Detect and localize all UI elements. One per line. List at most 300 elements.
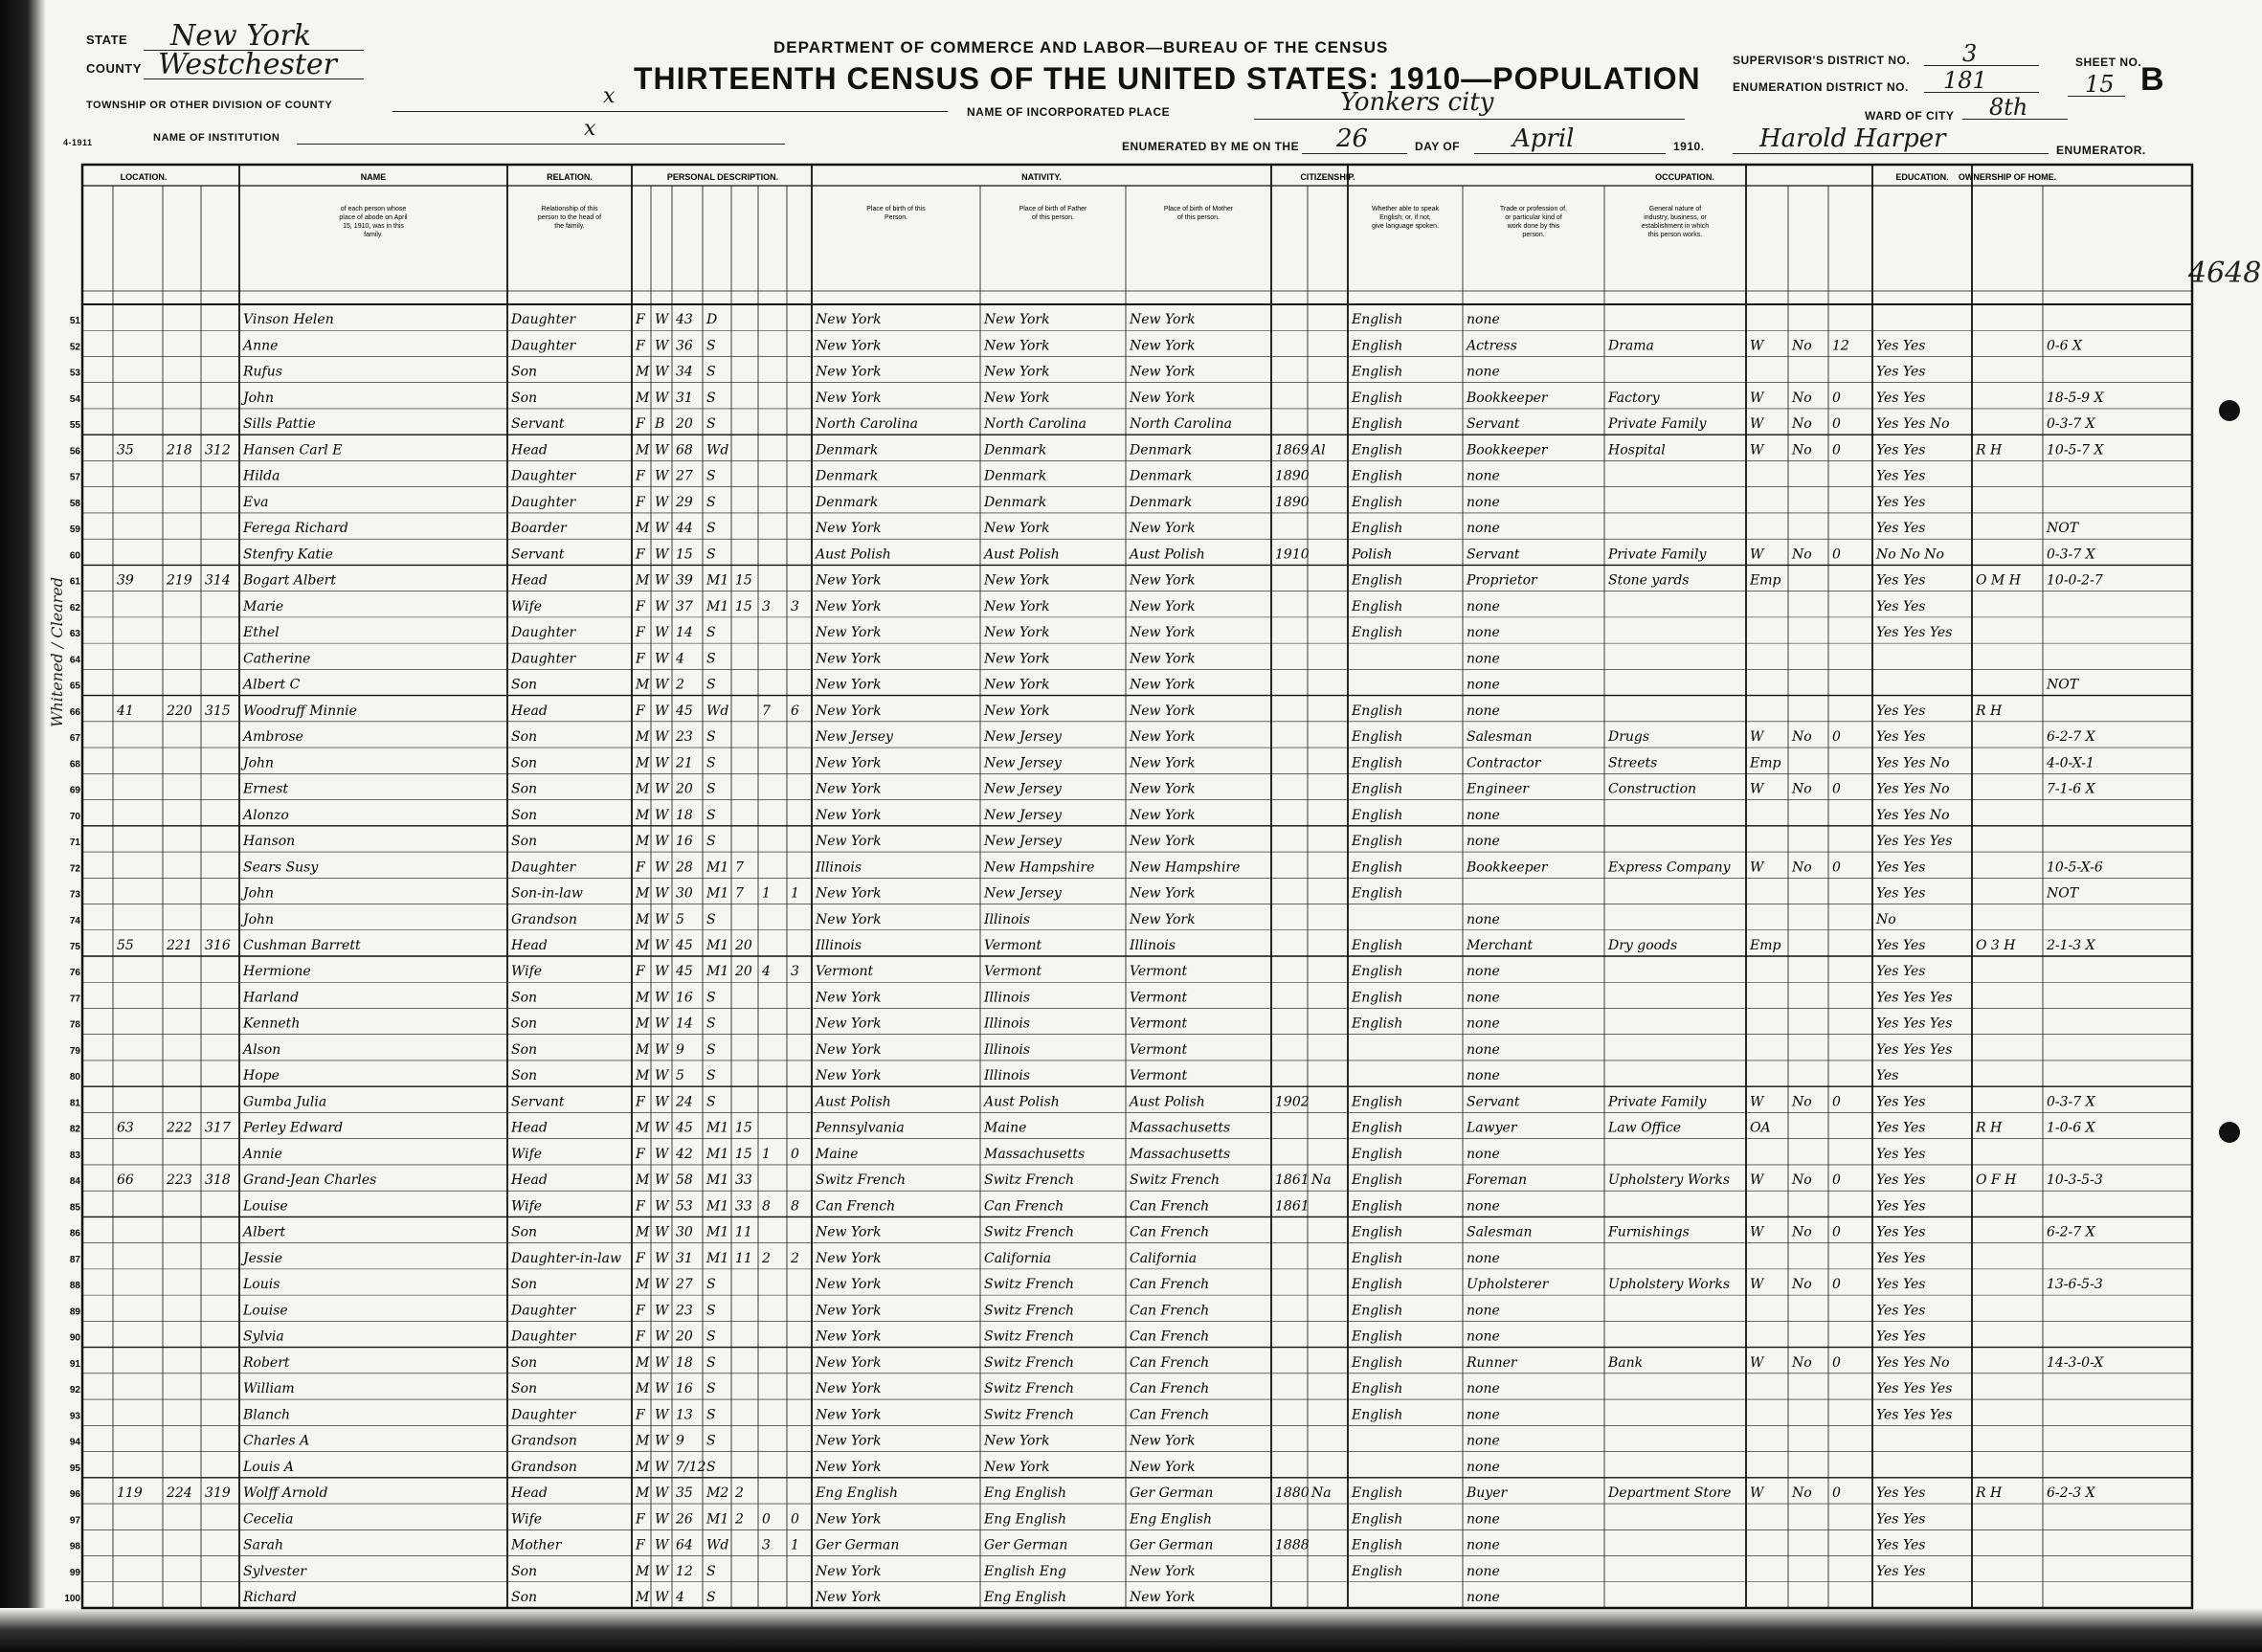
cell-emp: W xyxy=(1750,729,1764,746)
cell-ms: M1 xyxy=(706,1250,729,1266)
cell-bf: New York xyxy=(984,598,1050,614)
cell-bp: New York xyxy=(816,1224,882,1240)
cell-ms: S xyxy=(706,390,716,406)
cell-race: W xyxy=(655,494,669,510)
cell-age: 7/12 xyxy=(676,1459,706,1475)
cell-rel: Son xyxy=(511,1354,538,1371)
cell-own: O M H xyxy=(1976,572,2021,589)
group-citizenship: CITIZENSHIP. xyxy=(1300,172,1355,182)
cell-bp: Illinois xyxy=(816,938,862,953)
header-industry: General nature of industry, business, or establishment in which this person works. xyxy=(1641,206,1710,238)
cell-bm: Can French xyxy=(1130,1303,1210,1319)
cell-bp: New York xyxy=(816,651,882,667)
cell-out: No xyxy=(1792,781,1812,797)
cell-ind: Upholstery Works xyxy=(1608,1277,1731,1293)
cell-sex: M xyxy=(636,1277,650,1293)
cell-rel: Daughter-in-law xyxy=(511,1250,621,1266)
cell-ms: S xyxy=(706,1459,716,1475)
cell-ms: S xyxy=(706,364,716,380)
cell-ch1: 3 xyxy=(762,1537,771,1553)
cell-out: No xyxy=(1792,1224,1812,1240)
cell-ms: S xyxy=(706,1433,716,1449)
cell-lang: English xyxy=(1352,703,1403,719)
cell-rw: Yes Yes xyxy=(1876,572,1926,589)
cell-name: Louise xyxy=(243,1303,288,1319)
institution-value: x xyxy=(584,117,596,141)
cell-misc: 10-3-5-3 xyxy=(2047,1172,2103,1189)
cell-name: Louis A xyxy=(243,1459,294,1475)
cell-bm: Aust Polish xyxy=(1130,1094,1205,1110)
cell-lang: English xyxy=(1352,1485,1403,1502)
cell-race: W xyxy=(655,677,669,693)
cell-emp: W xyxy=(1750,390,1764,406)
cell-dwelling: 222 xyxy=(167,1120,192,1136)
cell-bp: Denmark xyxy=(816,468,879,484)
cell-rw: Yes Yes xyxy=(1876,1511,1926,1528)
row-number: 98 xyxy=(69,1541,80,1552)
cell-age: 31 xyxy=(676,390,693,406)
cell-name: Hermione xyxy=(243,964,311,980)
cell-age: 13 xyxy=(676,1407,693,1423)
cell-name: Ernest xyxy=(243,781,289,797)
cell-lang: English xyxy=(1352,755,1403,771)
cell-rw: Yes Yes No xyxy=(1876,1354,1950,1371)
cell-house: 39 xyxy=(117,572,134,589)
cell-bp: New York xyxy=(816,390,882,406)
cell-age: 4 xyxy=(676,651,684,667)
cell-rw: Yes Yes xyxy=(1876,1250,1926,1266)
cell-own: R H xyxy=(1976,1120,2003,1136)
cell-race: W xyxy=(655,755,669,771)
row-number: 73 xyxy=(69,889,80,901)
cell-rw: Yes Yes Yes xyxy=(1876,990,1953,1006)
cell-dwelling: 218 xyxy=(167,442,192,458)
cell-bf: Illinois xyxy=(984,911,1031,927)
cell-trade: Upholsterer xyxy=(1467,1277,1549,1293)
cell-trade: Merchant xyxy=(1467,938,1534,953)
cell-race: W xyxy=(655,442,669,458)
row-number: 85 xyxy=(69,1202,80,1214)
cell-ms: M1 xyxy=(706,572,729,589)
cell-yrs: 20 xyxy=(735,964,752,980)
cell-rel: Son xyxy=(511,1277,538,1293)
cell-lang: English xyxy=(1352,442,1403,458)
cell-rel: Son xyxy=(511,1068,538,1084)
cell-bf: Illinois xyxy=(984,1016,1031,1032)
cell-ms: S xyxy=(706,1016,716,1032)
cell-rel: Wife xyxy=(511,964,543,980)
cell-ind: Construction xyxy=(1608,781,1697,797)
cell-bf: Switz French xyxy=(984,1172,1075,1189)
cell-rw: Yes Yes xyxy=(1876,1094,1926,1110)
cell-bf: New York xyxy=(984,572,1050,589)
cell-misc: 0-3-7 X xyxy=(2047,416,2095,433)
cell-rw: Yes Yes xyxy=(1876,938,1926,953)
cell-name: Sills Pattie xyxy=(243,416,316,433)
cell-bp: New York xyxy=(816,572,882,589)
cell-bp: New York xyxy=(816,1303,882,1319)
cell-lang: English xyxy=(1352,1563,1403,1579)
cell-name: John xyxy=(243,755,275,771)
cell-wks: 0 xyxy=(1832,547,1841,563)
cell-name: Sylvester xyxy=(243,1563,306,1579)
cell-age: 20 xyxy=(676,781,693,797)
cell-sex: M xyxy=(636,677,650,693)
cell-bp: Aust Polish xyxy=(816,547,891,563)
cell-ms: S xyxy=(706,1277,716,1293)
cell-rel: Daughter xyxy=(511,494,576,510)
row-number: 81 xyxy=(69,1098,80,1109)
cell-lang: English xyxy=(1352,625,1403,641)
cell-sex: M xyxy=(636,1068,650,1084)
cell-lang: English xyxy=(1352,834,1403,850)
cell-age: 27 xyxy=(676,468,693,484)
cell-ind: Express Company xyxy=(1608,859,1731,876)
cell-race: W xyxy=(655,885,669,902)
cell-age: 53 xyxy=(676,1198,693,1215)
cell-rel: Daughter xyxy=(511,468,576,484)
sheet-letter: B xyxy=(2140,61,2165,98)
group-relation: RELATION. xyxy=(547,172,593,182)
cell-age: 31 xyxy=(676,1250,693,1266)
cell-race: W xyxy=(655,1354,669,1371)
cell-rw: Yes Yes No xyxy=(1876,416,1950,433)
cell-own: R H xyxy=(1976,442,2003,458)
cell-race: W xyxy=(655,703,669,719)
cell-trade: none xyxy=(1467,677,1500,693)
cell-sex: F xyxy=(636,468,645,484)
cell-bf: Switz French xyxy=(984,1381,1075,1397)
cell-age: 23 xyxy=(676,1303,693,1319)
cell-bm: New York xyxy=(1130,1590,1196,1605)
cell-race: W xyxy=(655,964,669,980)
sheet-value: 15 xyxy=(2085,71,2115,98)
cell-rel: Daughter xyxy=(511,1303,576,1319)
cell-emp: W xyxy=(1750,416,1764,433)
cell-name: William xyxy=(243,1381,295,1397)
cell-bf: New Jersey xyxy=(984,729,1062,746)
cell-misc: NOT xyxy=(2047,885,2079,902)
cell-out: No xyxy=(1792,547,1812,563)
cell-age: 35 xyxy=(676,1485,693,1502)
cell-age: 5 xyxy=(676,1068,684,1084)
cell-name: Harland xyxy=(243,990,300,1006)
cell-age: 45 xyxy=(676,1120,693,1136)
cell-race: W xyxy=(655,1459,669,1475)
cell-age: 24 xyxy=(676,1094,693,1110)
cell-emp: W xyxy=(1750,1354,1764,1371)
cell-house: 119 xyxy=(117,1485,143,1502)
cell-rw: Yes Yes xyxy=(1876,1328,1926,1345)
cell-wks: 0 xyxy=(1832,1224,1841,1240)
cell-ms: S xyxy=(706,1354,716,1371)
cell-bp: Vermont xyxy=(816,964,874,980)
cell-rel: Daughter xyxy=(511,1407,576,1423)
cell-sex: M xyxy=(636,781,650,797)
cell-age: 34 xyxy=(676,364,693,380)
cell-bm: Ger German xyxy=(1130,1537,1214,1553)
cell-bm: New Hampshire xyxy=(1130,859,1241,876)
cell-name: Louis xyxy=(243,1277,280,1293)
cell-bf: Aust Polish xyxy=(984,547,1060,563)
cell-ms: S xyxy=(706,416,716,433)
cell-age: 14 xyxy=(676,625,693,641)
cell-bf: Ger German xyxy=(984,1537,1068,1553)
cell-sex: F xyxy=(636,1537,645,1553)
cell-rw: Yes Yes xyxy=(1876,494,1926,510)
cell-ms: M2 xyxy=(706,1485,729,1502)
cell-sex: F xyxy=(636,598,645,614)
cell-trade: none xyxy=(1467,807,1500,823)
cell-race: W xyxy=(655,1094,669,1110)
cell-trade: Bookkeeper xyxy=(1467,442,1548,458)
row-number: 55 xyxy=(69,420,80,432)
cell-sex: F xyxy=(636,338,645,354)
cell-ch2: 3 xyxy=(791,598,799,614)
row-number: 64 xyxy=(69,655,80,666)
cell-name: Ambrose xyxy=(243,729,303,746)
cell-ch2: 8 xyxy=(791,1198,799,1215)
cell-ch1: 1 xyxy=(762,1146,771,1162)
cell-rel: Boarder xyxy=(511,521,567,537)
cell-wks: 0 xyxy=(1832,781,1841,797)
cell-bm: New York xyxy=(1130,598,1196,614)
cell-lang: English xyxy=(1352,729,1403,746)
cell-sex: M xyxy=(636,572,650,589)
cell-bf: Switz French xyxy=(984,1303,1075,1319)
cell-rel: Son xyxy=(511,1041,538,1058)
cell-sex: M xyxy=(636,1041,650,1058)
cell-sex: F xyxy=(636,703,645,719)
row-number: 68 xyxy=(69,759,80,770)
cell-age: 39 xyxy=(676,572,693,589)
cell-ind: Dry goods xyxy=(1608,938,1678,953)
cell-ms: M1 xyxy=(706,885,729,902)
cell-bf: North Carolina xyxy=(984,416,1086,433)
cell-trade: none xyxy=(1467,703,1500,719)
cell-ms: Wd xyxy=(706,1537,729,1553)
row-number: 62 xyxy=(69,602,80,614)
state-label: STATE xyxy=(86,33,128,47)
cell-bp: New York xyxy=(816,1041,882,1058)
cell-bp: New York xyxy=(816,703,882,719)
cell-out: No xyxy=(1792,442,1812,458)
header-birth-mother: Place of birth of Mother of this person. xyxy=(1163,206,1234,221)
cell-bm: New York xyxy=(1130,729,1196,746)
cell-ms: S xyxy=(706,1407,716,1423)
cell-ind: Law Office xyxy=(1608,1120,1682,1136)
cell-bp: New York xyxy=(816,1590,882,1605)
cell-trade: Runner xyxy=(1467,1354,1517,1371)
cell-sex: M xyxy=(636,1120,650,1136)
cell-sex: F xyxy=(636,547,645,563)
cell-lang: English xyxy=(1352,1328,1403,1345)
cell-bf: Switz French xyxy=(984,1277,1075,1293)
cell-rel: Son xyxy=(511,729,538,746)
cell-bm: New York xyxy=(1130,703,1196,719)
cell-bf: Illinois xyxy=(984,1068,1031,1084)
cell-race: W xyxy=(655,1537,669,1553)
cell-race: W xyxy=(655,859,669,876)
cell-out: No xyxy=(1792,338,1812,354)
cell-bm: Vermont xyxy=(1130,1068,1188,1084)
cell-yrs: 7 xyxy=(735,859,744,876)
cell-ms: D xyxy=(706,312,718,328)
cell-misc: 0-3-7 X xyxy=(2047,547,2095,563)
cell-name: Anne xyxy=(243,338,279,354)
cell-bm: Illinois xyxy=(1130,938,1176,953)
row-number: 82 xyxy=(69,1124,80,1135)
cell-age: 30 xyxy=(676,885,693,902)
cell-sex: M xyxy=(636,364,650,380)
cell-ms: M1 xyxy=(706,938,729,953)
cell-sex: M xyxy=(636,1016,650,1032)
cell-rel: Head xyxy=(511,938,548,953)
cell-race: W xyxy=(655,1041,669,1058)
cell-name: Sylvia xyxy=(243,1328,284,1345)
cell-bm: New York xyxy=(1130,1563,1196,1579)
cell-rw: Yes Yes xyxy=(1876,521,1926,537)
cell-bf: New York xyxy=(984,521,1050,537)
row-number: 99 xyxy=(69,1567,80,1578)
cell-bm: Can French xyxy=(1130,1381,1210,1397)
cell-age: 4 xyxy=(676,1590,684,1605)
cell-ms: S xyxy=(706,990,716,1006)
cell-lang: English xyxy=(1352,1354,1403,1371)
cell-nat: Al xyxy=(1311,442,1326,458)
row-number: 84 xyxy=(69,1176,80,1188)
cell-misc: NOT xyxy=(2047,677,2079,693)
row-number: 58 xyxy=(69,498,80,509)
cell-misc: 6-2-7 X xyxy=(2047,1224,2095,1240)
cell-ind: Upholstery Works xyxy=(1608,1172,1731,1189)
cell-bm: Massachusetts xyxy=(1130,1120,1231,1136)
cell-trade: Servant xyxy=(1467,547,1520,563)
cell-lang: English xyxy=(1352,964,1403,980)
cell-wks: 0 xyxy=(1832,1172,1841,1189)
row-number: 72 xyxy=(69,863,80,875)
cell-race: W xyxy=(655,547,669,563)
cell-ms: Wd xyxy=(706,703,729,719)
row-number: 87 xyxy=(69,1254,80,1265)
cell-emp: W xyxy=(1750,1224,1764,1240)
cell-family: 312 xyxy=(205,442,231,458)
row-number: 92 xyxy=(69,1385,80,1396)
cell-age: 43 xyxy=(676,312,693,328)
row-number: 54 xyxy=(69,393,80,405)
cell-rw: Yes Yes xyxy=(1876,964,1926,980)
cell-rel: Son xyxy=(511,1381,538,1397)
cell-race: W xyxy=(655,1146,669,1162)
cell-bf: Switz French xyxy=(984,1354,1075,1371)
cell-bm: New York xyxy=(1130,885,1196,902)
cell-ms: S xyxy=(706,651,716,667)
cell-rel: Head xyxy=(511,442,548,458)
cell-bf: New York xyxy=(984,1459,1050,1475)
cell-race: W xyxy=(655,598,669,614)
cell-bm: Massachusetts xyxy=(1130,1146,1231,1162)
cell-own: R H xyxy=(1976,1485,2003,1502)
cell-rw: Yes Yes xyxy=(1876,1224,1926,1240)
cell-rel: Head xyxy=(511,703,548,719)
cell-sex: F xyxy=(636,1328,645,1345)
cell-imm: 1902 xyxy=(1275,1094,1310,1110)
cell-name: Richard xyxy=(243,1590,297,1605)
cell-rw: Yes Yes Yes xyxy=(1876,1381,1953,1397)
header-birth-person: Place of birth of this Person. xyxy=(866,206,926,221)
cell-wks: 0 xyxy=(1832,1277,1841,1293)
cell-name: John xyxy=(243,885,275,902)
cell-bf: New York xyxy=(984,703,1050,719)
row-number: 57 xyxy=(69,472,80,483)
cell-ms: M1 xyxy=(706,1120,729,1136)
cell-name: Annie xyxy=(243,1146,282,1162)
cell-name: Blanch xyxy=(243,1407,290,1423)
cell-bm: New York xyxy=(1130,911,1196,927)
cell-rw: Yes Yes xyxy=(1876,442,1926,458)
cell-bp: New York xyxy=(816,911,882,927)
cell-ms: S xyxy=(706,468,716,484)
cell-ms: S xyxy=(706,1068,716,1084)
cell-rel: Grandson xyxy=(511,911,577,927)
cell-trade: none xyxy=(1467,598,1500,614)
cell-lang: English xyxy=(1352,885,1403,902)
cell-yrs: 11 xyxy=(735,1250,752,1266)
cell-name: Rufus xyxy=(243,364,282,380)
cell-race: W xyxy=(655,1511,669,1528)
cell-misc: 14-3-0-X xyxy=(2047,1354,2104,1371)
cell-bp: New York xyxy=(816,1511,882,1528)
cell-rel: Mother xyxy=(511,1537,562,1553)
cell-trade: Foreman xyxy=(1467,1172,1527,1189)
cell-name: Charles A xyxy=(243,1433,310,1449)
cell-bm: New York xyxy=(1130,312,1196,328)
cell-sex: F xyxy=(636,416,645,433)
cell-bf: Can French xyxy=(984,1198,1064,1215)
cell-lang: English xyxy=(1352,598,1403,614)
group-name: NAME xyxy=(360,172,387,182)
cell-ms: S xyxy=(706,911,716,927)
cell-sex: F xyxy=(636,1094,645,1110)
group-nativity: NATIVITY. xyxy=(1021,172,1062,182)
row-number: 65 xyxy=(69,681,80,692)
cell-bm: Vermont xyxy=(1130,1016,1188,1032)
cell-bp: Eng English xyxy=(816,1485,899,1502)
cell-name: Kenneth xyxy=(243,1016,301,1032)
cell-trade: none xyxy=(1467,964,1500,980)
cell-race: W xyxy=(655,1068,669,1084)
cell-bm: New York xyxy=(1130,521,1196,537)
row-number: 78 xyxy=(69,1019,80,1031)
cell-sex: F xyxy=(636,494,645,510)
cell-yrs: 15 xyxy=(735,1146,752,1162)
cell-age: 45 xyxy=(676,703,693,719)
cell-wks: 0 xyxy=(1832,416,1841,433)
cell-emp: W xyxy=(1750,1277,1764,1293)
cell-trade: none xyxy=(1467,990,1500,1006)
cell-bp: Denmark xyxy=(816,442,879,458)
cell-sex: F xyxy=(636,1511,645,1528)
cell-race: W xyxy=(655,1407,669,1423)
cell-rw: Yes Yes xyxy=(1876,598,1926,614)
cell-trade: Engineer xyxy=(1467,781,1529,797)
cell-age: 16 xyxy=(676,990,693,1006)
cell-own: R H xyxy=(1976,703,2003,719)
cell-ch2: 3 xyxy=(791,964,799,980)
cell-lang: English xyxy=(1352,938,1403,953)
ward-value: 8th xyxy=(1989,94,2028,121)
cell-bf: Vermont xyxy=(984,964,1042,980)
